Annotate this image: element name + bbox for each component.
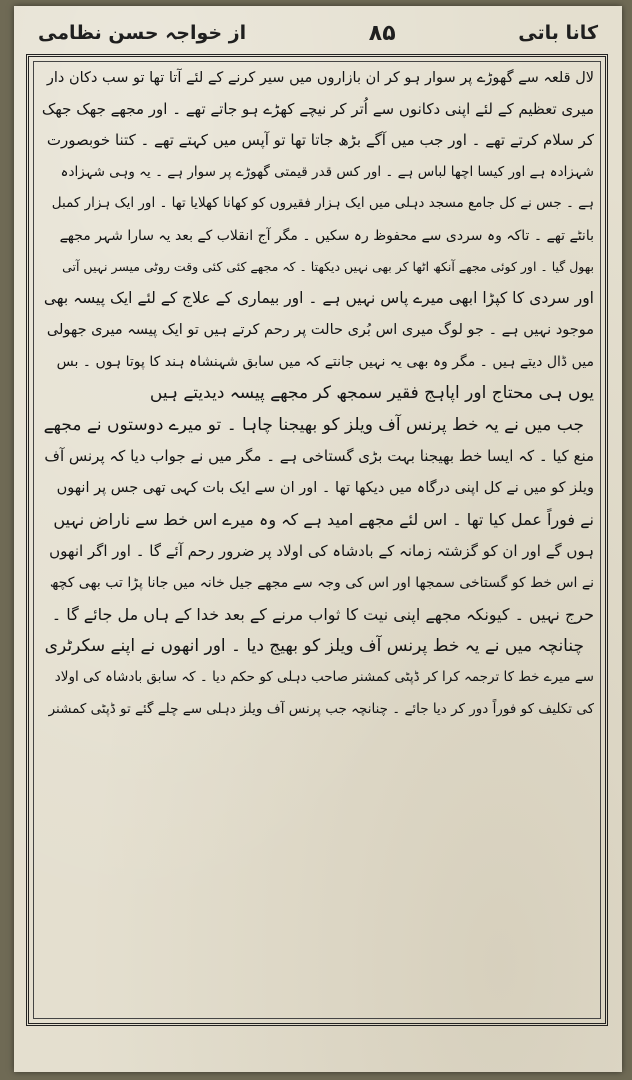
- text-line: بانٹے تھے ۔ تاکہ وہ سردی سے محفوظ رہ سکیں ۔ مگر آج انقلاب کے بعد یہ سارا شہر مجھے: [59, 227, 594, 244]
- text-line: چنانچہ میں نے یہ خط پرنس آف ویلز کو بھیج دیا ۔ اور انھوں نے اپنے سکرٹری: [44, 635, 584, 656]
- text-line: ویلز کو میں نے کل اپنی درگاہ میں دیکھا تھا ۔ اور ان سے ایک بات کہی تھی جس پر انھوں: [56, 480, 594, 497]
- text-line: بھول گیا ۔ اور کوئی مجھے آنکھ اٹھا کر بھی نہیں دیکھتا ۔ کہ مجھے کئی کئی وقت روٹی میسر نہیں آتی: [62, 259, 594, 275]
- author-name: از خواجہ حسن نظامی: [38, 22, 247, 44]
- text-line: میری تعظیم کے لئے اپنی دکانوں سے اُتر کر نیچے کھڑے ہو جاتے تھے ۔ اور مجھے جھک جھک: [42, 99, 594, 118]
- text-line: کر سلام کرتے تھے ۔ اور جب میں آگے بڑھ جاتا تھا تو آپس میں کہتے تھے ۔ کتنا خوبصورت: [46, 131, 594, 150]
- text-line: موجود نہیں ہے ۔ جو لوگ میری اس بُری حالت پر رحم کرتے ہیں تو ایک پیسہ میری جھولی: [46, 322, 594, 339]
- text-line: سے میرے خط کا ترجمہ کرا کر ڈپٹی کمشنر صاحب دہلی کو حکم دیا ۔ کہ سابق بادشاہ کی اولاد: [54, 669, 594, 686]
- page-number: ۸۵: [368, 20, 396, 46]
- text-line: یوں ہی محتاج اور اپاہج فقیر سمجھ کر مجھے پیسہ دیدیتے ہیں: [149, 383, 594, 404]
- text-line: میں ڈال دیتے ہیں ۔ مگر وہ بھی یہ نہیں جانتے کہ میں سابق شہنشاہ ہند کا پوتا ہوں ۔ بس: [56, 354, 594, 371]
- book-page: [14, 6, 622, 1072]
- text-line: ہے ۔ جس نے کل جامع مسجد دہلی میں ایک ہزار فقیروں کو کھانا کھلایا تھا ۔ اور ایک ہزار کمبل: [51, 195, 594, 212]
- text-line: نے فوراً عمل کیا تھا ۔ اس لئے مجھے امید ہے کہ وہ میرے اس خط سے ناراض نہیں: [53, 510, 594, 530]
- text-line: نے اس خط کو گستاخی سمجھا اور اس کی وجہ سے مجھے جیل خانہ میں جانا پڑا تب بھی کچھ: [49, 575, 594, 592]
- text-line: جب میں نے یہ خط پرنس آف ویلز کو بھیجنا چاہا ۔ تو میرے دوستوں نے مجھے: [43, 414, 584, 435]
- text-line: شہزادہ ہے اور کیسا اچھا لباس ہے ۔ اور کس قدر قیمتی گھوڑے پر سوار ہے ۔ یہ وہی شہزادہ: [60, 163, 594, 180]
- text-line: اور سردی کا کپڑا ابھی میرے پاس نہیں ہے ۔ اور بیماری کے علاج کے لئے ایک پیسہ بھی: [43, 289, 594, 308]
- text-line: لال قلعہ سے گھوڑے پر سوار ہو کر ان بازاروں میں سیر کرنے کے لئے آتا تھا تو سب دکان دار: [46, 69, 594, 86]
- text-line: ہوں گے اور ان کو گزشتہ زمانہ کے بادشاہ کی اولاد پر ضرور رحم آئے گا ۔ اور اگر انھوں: [49, 542, 594, 561]
- text-body: [42, 62, 594, 1016]
- running-head: [38, 16, 598, 50]
- book-title: کانا باتی: [518, 22, 598, 44]
- text-line: منع کیا ۔ کہ ایسا خط بھیجنا بہت بڑی گستاخی ہے ۔ مگر میں نے جواب دیا کہ پرنس آف: [44, 447, 594, 466]
- text-line: حرج نہیں ۔ کیونکہ مجھے اپنی نیت کا ثواب مرنے کے بعد خدا کے ہاں مل جائے گا ۔: [51, 604, 594, 624]
- text-line: کی تکلیف کو فوراً دور کر دیا جائے ۔ چنانچہ جب پرنس آف ویلز دہلی سے چلے گئے تو ڈپٹی کمشنر: [48, 700, 594, 717]
